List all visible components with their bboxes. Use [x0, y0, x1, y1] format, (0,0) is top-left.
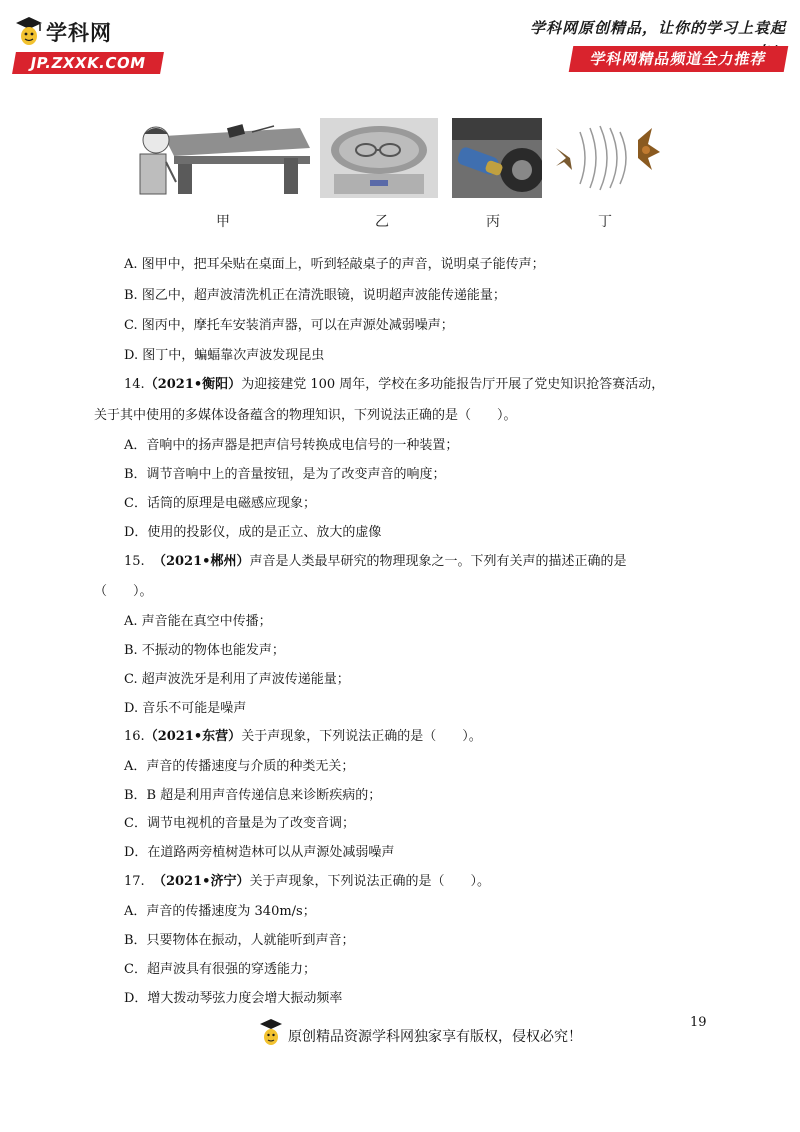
footer-copyright [258, 1017, 588, 1051]
q14-option-a: A．音响中的扬声器是把声信号转换成电信号的一种装置； [124, 438, 459, 453]
q13-option-a: A. 图甲中，把耳朵贴在桌面上，听到轻敲桌子的声音，说明桌子能传声； [124, 257, 545, 272]
question-stem: 声音是人类最早研究的物理现象之一。下列有关声的描述正确的是 [249, 554, 627, 569]
q13-option-b: B. 图乙中，超声波清洗机正在清洗眼镜，说明超声波能传递能量； [124, 288, 506, 303]
q17-stem-line-1 [124, 870, 490, 889]
q16-option-d: D．在道路两旁植树造林可以从声源处减弱噪声 [124, 845, 395, 860]
q16-option-c: C．调节电视机的音量是为了改变音调； [124, 816, 355, 831]
q17-option-c: C．超声波具有很强的穿透能力； [124, 962, 316, 977]
q14-option-d: D．使用的投影仪，成的是正立、放大的虚像 [124, 525, 382, 540]
q15-option-d: D. 音乐不可能是噪声 [124, 701, 247, 716]
question-source: （2021•济宁） [152, 874, 250, 889]
q13-option-c: C. 图丙中，摩托车安装消声器，可以在声源处减弱噪声； [124, 318, 454, 333]
figure-caption-bing: 丙 [486, 214, 500, 230]
figure-caption-jia: 甲 [216, 214, 230, 230]
question-source: （2021•郴州） [152, 554, 250, 569]
q14-option-b: B．调节音响中上的音量按钮，是为了改变声音的响度； [124, 467, 446, 482]
question-number: 17. [124, 874, 145, 889]
question-number: 15. [124, 554, 145, 569]
q15-option-c: C. 超声波洗牙是利用了声波传递能量； [124, 672, 350, 687]
header-slogan: 学科网原创精品，让你的学习上袁起 [529, 19, 786, 37]
logo-text: 学科网 [46, 21, 112, 45]
q16-option-a: A．声音的传播速度与介质的种类无关； [124, 759, 355, 774]
header-promo [506, 16, 786, 72]
page-number: 19 [690, 1015, 707, 1030]
q15-stem-line-1 [124, 550, 626, 569]
figure-jia-desk-listening [134, 118, 310, 198]
graduation-cap-mascot-icon [14, 15, 44, 49]
q17-option-b: B．只要物体在振动，人就能听到声音； [124, 933, 355, 948]
q14-option-c: C．话筒的原理是电磁感应现象； [124, 496, 316, 511]
header-banner: 学科网精品频道全力推荐 [569, 46, 789, 72]
figure-ding-bat-echolocation [552, 118, 668, 198]
question-stem: 关于声现象，下列说法正确的是（ ）。 [241, 729, 482, 744]
figure-caption-ding: 丁 [598, 214, 612, 230]
graduation-cap-mascot-icon [258, 1017, 284, 1049]
q14-stem-line-1 [124, 373, 664, 392]
figure-bing-motorcycle-muffler [452, 118, 542, 198]
logo-url: JP.ZXXK.COM [12, 52, 164, 74]
q15-stem-line-2: （ ）。 [94, 584, 153, 599]
question-number: 14. [124, 377, 145, 392]
question-source: （2021•东营） [144, 729, 242, 744]
site-logo [14, 14, 164, 76]
q17-option-d: D．增大拨动琴弦力度会增大振动频率 [124, 991, 343, 1006]
figure-yi-ultrasonic-cleaner [320, 118, 438, 198]
question-source: （2021•衡阳） [144, 377, 242, 392]
question-stem: 关于声现象，下列说法正确的是（ ）。 [249, 874, 490, 889]
q17-option-a: A．声音的传播速度为 340m/s； [124, 904, 316, 919]
q13-option-d: D. 图丁中，蝙蝠靠次声波发现昆虫 [124, 348, 325, 363]
q15-option-b: B. 不振动的物体也能发声； [124, 643, 285, 658]
question-figures [0, 118, 800, 228]
question-number: 16. [124, 729, 145, 744]
q15-option-a: A. 声音能在真空中传播； [124, 614, 272, 629]
figure-caption-yi: 乙 [375, 214, 389, 230]
q16-stem-line-1 [124, 725, 482, 744]
q16-option-b: B．B 超是利用声音传递信息来诊断疾病的； [124, 788, 382, 803]
footer-text: 原创精品资源学科网独家享有版权，侵权必究！ [288, 1029, 582, 1045]
q14-stem-line-2: 关于其中使用的多媒体设备蕴含的物理知识，下列说法正确的是（ ）。 [94, 408, 517, 423]
question-stem: 为迎接建党 100 周年，学校在多功能报告厅开展了党史知识抢答赛活动， [241, 377, 665, 392]
